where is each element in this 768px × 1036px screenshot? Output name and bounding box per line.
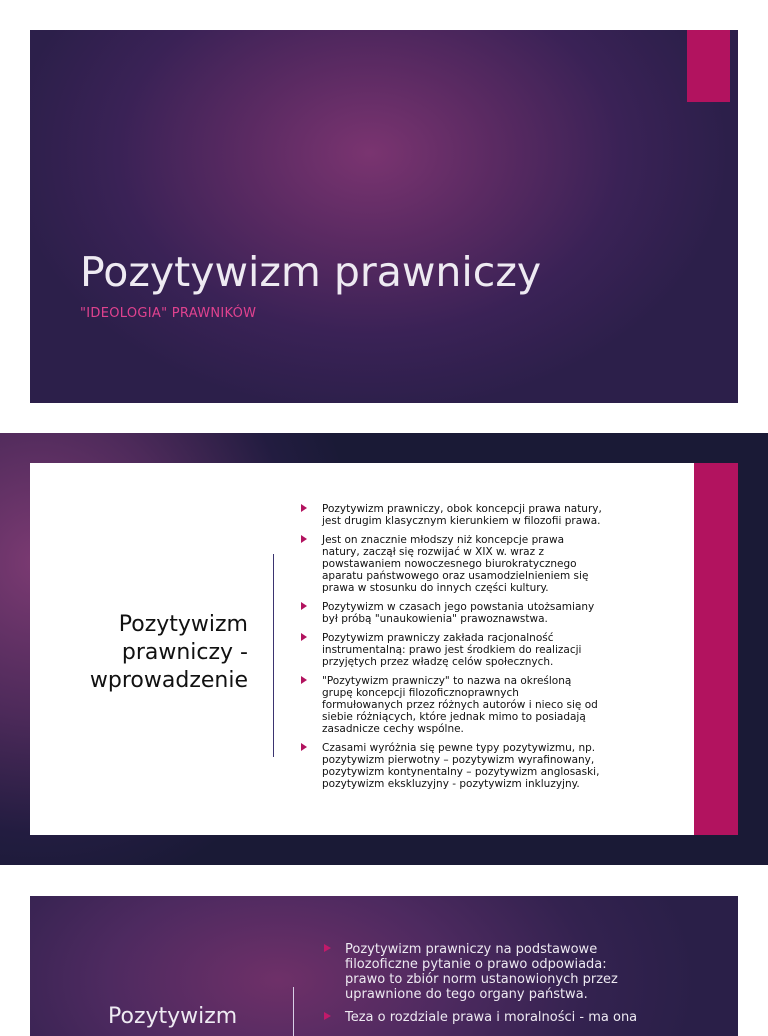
bullet-arrow-icon	[301, 743, 307, 751]
bullet-arrow-icon	[301, 504, 307, 512]
bullet-list	[322, 942, 662, 1033]
slide-subtitle: "IDEOLOGIA" PRAWNIKÓW	[80, 306, 257, 321]
bullet-item: Pozytywizm prawniczy, obok koncepcji prawa natury, jest drugim klasycznym kierunkiem w filozofii prawa.	[300, 503, 630, 527]
bullet-item: Pozytywizm prawniczy na podstawowe filozoficzne pytanie o prawo odpowiada: prawo to zbiór norm ustanowionych przez uprawnione do tego organy państwa.	[322, 942, 662, 1002]
bullet-item: Czasami wyróżnia się pewne typy pozytywizmu, np. pozytywizm pierwotny – pozytywizm wyrafinowany, pozytywizm kontynentalny – pozytywizm anglosaski, pozytywizm ekskluzyjny - pozytywizm inkluzyjny.	[300, 742, 630, 790]
vertical-divider	[273, 554, 274, 757]
bullet-arrow-icon	[301, 602, 307, 610]
bullet-arrow-icon	[324, 944, 331, 952]
slide-heading: Pozytywizm	[108, 1004, 238, 1029]
vertical-divider	[293, 987, 294, 1036]
heading-line: wprowadzenie	[89, 668, 248, 693]
bullet-item: Pozytywizm prawniczy zakłada racjonalność instrumentalną: prawo jest środkiem do realizacji przyjętych przez władzę celów społecznych.	[300, 632, 630, 668]
definition-slide	[30, 896, 738, 1036]
accent-band	[694, 463, 738, 835]
bullet-arrow-icon	[301, 633, 307, 641]
bullet-item: Jest on znacznie młodszy niż koncepcje prawa natury, zaczął się rozwijać w XIX w. wraz z powstawaniem nowoczesnego biurokratycznego aparatu państwowego oraz usamodzielnieniem się prawa w stosunku do innych części kultury.	[300, 534, 630, 594]
bullet-list	[300, 503, 630, 797]
bullet-item: Pozytywizm w czasach jego powstania utożsamiany był próbą "unaukowienia" prawoznawstwa.	[300, 601, 630, 625]
title-slide	[30, 30, 738, 403]
bullet-item: "Pozytywizm prawniczy" to nazwa na określoną grupę koncepcji filozoficznoprawnych formułowanych przez różnych autorów i nieco się od siebie różniących, które jednak mimo to posiadają zasadnicze cechy wspólne.	[300, 675, 630, 735]
heading-line: prawniczy -	[121, 640, 248, 665]
bullet-arrow-icon	[324, 1012, 331, 1020]
slide-title: Pozytywizm prawniczy	[80, 248, 542, 296]
intro-slide	[0, 433, 768, 865]
slide-heading	[28, 611, 248, 695]
bullet-item: Teza o rozdziale prawa i moralności - ma ona	[322, 1010, 662, 1025]
accent-bar	[687, 30, 730, 102]
bullet-arrow-icon	[301, 535, 307, 543]
bullet-arrow-icon	[301, 676, 307, 684]
content-card	[30, 463, 694, 835]
heading-line: Pozytywizm	[118, 612, 248, 637]
